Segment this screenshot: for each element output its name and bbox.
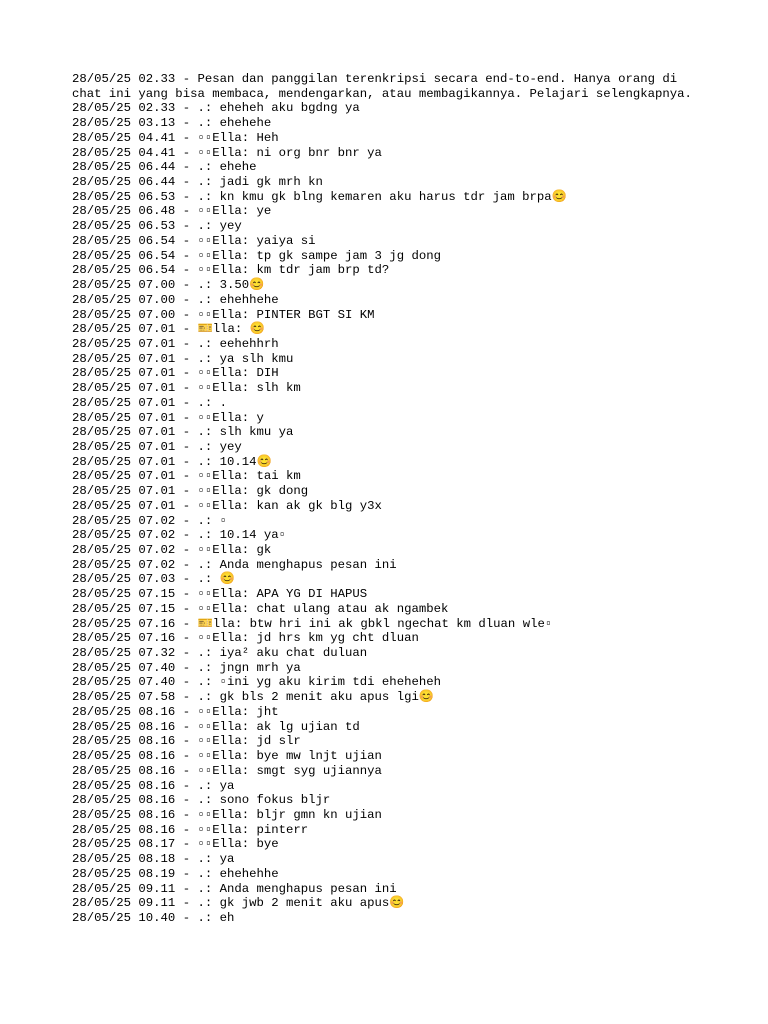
chat-log-line: 28/05/25 07.15 - ▫▫Ella: chat ulang atau ak ngambek <box>72 601 449 616</box>
chat-log-line: 28/05/25 08.16 - ▫▫Ella: smgt syg ujiannya <box>72 763 382 778</box>
chat-log-line: 28/05/25 07.01 - .: ya slh kmu <box>72 351 294 366</box>
chat-log-line: 28/05/25 07.01 - ▫▫Ella: gk dong <box>72 484 309 499</box>
chat-log-line: 28/05/25 07.16 - ▫▫Ella: jd hrs km yg cht dluan <box>72 631 419 646</box>
chat-log-line: 28/05/25 08.16 - .: sono fokus bljr <box>72 793 331 808</box>
chat-log-line: 28/05/25 08.17 - ▫▫Ella: bye <box>72 837 279 852</box>
chat-log-line: 28/05/25 06.54 - ▫▫Ella: tp gk sampe jam 3 jg dong <box>72 248 441 263</box>
chat-log-line: 28/05/25 08.16 - ▫▫Ella: pinterr <box>72 822 309 837</box>
chat-log-line: 28/05/25 07.02 - ▫▫Ella: gk <box>72 543 272 557</box>
chat-log-line: 28/05/25 07.40 - .: jngn mrh ya <box>72 660 301 675</box>
chat-log-line: 28/05/25 08.16 - ▫▫Ella: jht <box>72 704 279 719</box>
chat-log-line: 28/05/25 07.01 - ▫▫Ella: kan ak gk blg y3x <box>72 498 382 513</box>
chat-log-line: 28/05/25 08.16 - ▫▫Ella: ak lg ujian td <box>72 719 360 734</box>
chat-log-line: 28/05/25 07.01 - ▫▫Ella: slh km <box>72 381 301 396</box>
chat-log-line: 28/05/25 06.48 - ▫▫Ella: ye <box>72 204 272 219</box>
chat-log-line: 28/05/25 06.44 - .: ehehe <box>72 160 257 175</box>
chat-log-line: 28/05/25 07.01 - ▫▫Ella: DIH <box>72 366 279 381</box>
chat-log-line: 28/05/25 08.16 - ▫▫Ella: jd slr <box>72 734 301 749</box>
chat-log-line: 28/05/25 06.54 - ▫▫Ella: yaiya si <box>72 233 316 248</box>
chat-log-line: 28/05/25 03.13 - .: ehehehe <box>72 116 272 131</box>
chat-log-line: 28/05/25 07.32 - .: iya² aku chat duluan <box>72 646 368 661</box>
chat-log-line: 28/05/25 09.11 - .: Anda menghapus pesan ini <box>72 881 397 896</box>
chat-log-line: 28/05/25 07.16 - 🎫lla: btw hri ini ak gbkl ngechat km dluan wle▫ <box>72 616 553 631</box>
chat-log-line: 28/05/25 02.33 - Pesan dan panggilan terenkripsi secara end-to-end. Hanya orang di chat ini yang bisa membaca, mendengarkan, atau membagikannya. Pelajari selengkapnya. <box>72 72 692 101</box>
chat-log-line: 28/05/25 07.02 - .: 10.14 ya▫ <box>72 528 287 543</box>
chat-log-line: 28/05/25 07.02 - .: ▫ <box>72 513 227 528</box>
chat-log-line: 28/05/25 07.03 - .: 😊 <box>72 572 235 587</box>
chat-log-line: 28/05/25 07.15 - ▫▫Ella: APA YG DI HAPUS <box>72 587 368 602</box>
chat-log-line: 28/05/25 07.01 - .: . <box>72 395 227 410</box>
chat-log-line: 28/05/25 06.53 - .: yey <box>72 219 242 234</box>
chat-log-line: 28/05/25 07.40 - .: ▫ini yg aku kirim tdi eheheheh <box>72 675 441 690</box>
chat-log-line: 28/05/25 07.01 - .: 10.14😊 <box>72 454 272 469</box>
chat-log-line: 28/05/25 07.58 - .: gk bls 2 menit aku apus lgi😊 <box>72 690 435 705</box>
chat-log-line: 28/05/25 04.41 - ▫▫Ella: ni org bnr bnr ya <box>72 145 382 160</box>
chat-log-line: 28/05/25 08.19 - .: ehehehhe <box>72 866 279 881</box>
chat-log-line: 28/05/25 10.40 - .: eh <box>72 910 235 925</box>
chat-log-document <box>72 72 712 926</box>
chat-log-line: 28/05/25 07.00 - ▫▫Ella: PINTER BGT SI KM <box>72 307 375 322</box>
chat-log-line: 28/05/25 07.00 - .: ehehhehe <box>72 292 279 307</box>
chat-log-line: 28/05/25 09.11 - .: gk jwb 2 menit aku apus😊 <box>72 896 405 911</box>
chat-log-line: 28/05/25 07.00 - .: 3.50😊 <box>72 278 265 293</box>
chat-log-line: 28/05/25 07.02 - .: Anda menghapus pesan ini <box>72 557 397 572</box>
chat-log-line: 28/05/25 08.16 - .: ya <box>72 778 235 793</box>
chat-log-line: 28/05/25 07.01 - .: slh kmu ya <box>72 425 294 440</box>
chat-log-line: 28/05/25 07.01 - ▫▫Ella: y <box>72 410 264 425</box>
chat-log-line: 28/05/25 07.01 - .: eehehhrh <box>72 336 279 351</box>
chat-log-line: 28/05/25 07.01 - 🎫lla: 😊 <box>72 322 265 337</box>
chat-log-line: 28/05/25 06.44 - .: jadi gk mrh kn <box>72 175 323 190</box>
chat-log-line: 28/05/25 07.01 - .: yey <box>72 439 242 454</box>
chat-log-line: 28/05/25 02.33 - .: eheheh aku bgdng ya <box>72 101 360 116</box>
chat-log-line: 28/05/25 08.18 - .: ya <box>72 852 235 867</box>
chat-log-line: 28/05/25 06.54 - ▫▫Ella: km tdr jam brp td? <box>72 263 390 278</box>
chat-log-line: 28/05/25 04.41 - ▫▫Ella: Heh <box>72 130 279 145</box>
chat-log-line: 28/05/25 08.16 - ▫▫Ella: bye mw lnjt ujian <box>72 749 382 764</box>
chat-log-line: 28/05/25 06.53 - .: kn kmu gk blng kemaren aku harus tdr jam brpa😊 <box>72 189 567 204</box>
chat-log-line: 28/05/25 08.16 - ▫▫Ella: bljr gmn kn ujian <box>72 807 382 822</box>
chat-log-line: 28/05/25 07.01 - ▫▫Ella: tai km <box>72 469 301 484</box>
